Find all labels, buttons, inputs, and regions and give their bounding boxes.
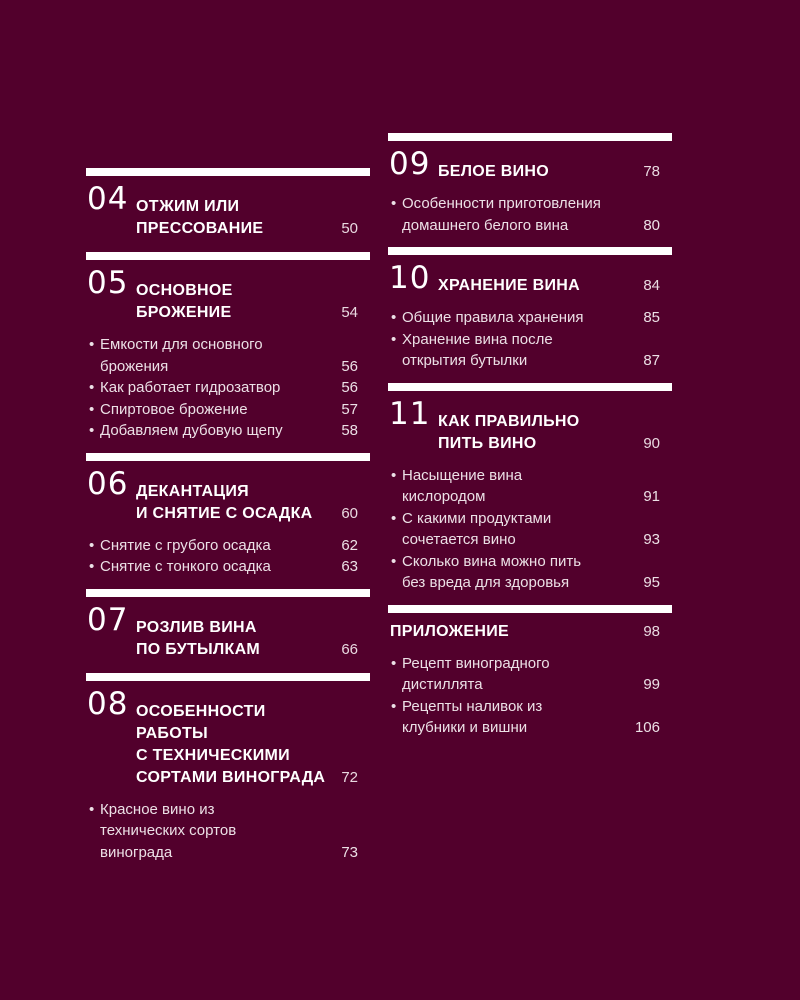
section-page: 78 (643, 163, 660, 180)
section-rule (86, 168, 370, 176)
subsection-list (388, 193, 672, 236)
list-item[interactable] (388, 329, 672, 372)
list-item[interactable] (388, 508, 672, 551)
section-heading[interactable] (388, 613, 672, 643)
list-item[interactable] (388, 551, 672, 594)
item-page: 58 (341, 422, 358, 439)
item-page: 80 (643, 216, 660, 234)
toc-right-column (388, 133, 672, 739)
section-rule (388, 133, 672, 141)
section-page: 54 (341, 304, 358, 321)
subsection-list (86, 334, 370, 442)
item-text: Красное вино из технических сортов винограда (100, 800, 237, 861)
toc-section-06 (86, 453, 370, 578)
section-number: 07 (87, 601, 129, 638)
item-text: Насыщение вина кислородом (402, 466, 523, 505)
list-item[interactable] (86, 556, 370, 578)
toc-left-column (86, 168, 370, 863)
toc-section-05 (86, 252, 370, 442)
toc-section-10 (388, 247, 672, 372)
item-page: 56 (341, 379, 358, 396)
item-text: Хранение вина после открытия бутылки (402, 330, 553, 369)
section-heading[interactable] (388, 141, 672, 183)
item-page: 57 (341, 400, 358, 418)
section-page: 72 (341, 768, 358, 786)
section-title: ОСОБЕННОСТИ РАБОТЫ С ТЕХНИЧЕСКИМИ СОРТАМИ ВИНОГРАДА (136, 702, 326, 786)
toc-section-04 (86, 168, 370, 240)
subsection-list (86, 535, 370, 578)
item-page: 62 (341, 536, 358, 554)
toc-section-09 (388, 133, 672, 236)
section-page: 98 (643, 622, 660, 640)
section-rule (388, 383, 672, 391)
section-title: КАК ПРАВИЛЬНО ПИТЬ ВИНО (438, 412, 580, 452)
item-text: Снятие с тонкого осадка (100, 558, 271, 575)
list-item[interactable] (388, 193, 672, 236)
section-title: ДЕКАНТАЦИЯ И СНЯТИЕ С ОСАДКА (136, 482, 313, 522)
section-number: 06 (87, 465, 129, 502)
item-text: Снятие с грубого осадка (100, 536, 271, 554)
section-number: 10 (389, 260, 431, 296)
section-heading[interactable] (388, 391, 672, 455)
section-heading[interactable] (388, 255, 672, 297)
section-page: 84 (643, 277, 660, 294)
section-page: 90 (643, 434, 660, 452)
item-text: Рецепт виноградного дистиллята (402, 654, 550, 693)
section-title: ПРИЛОЖЕНИЕ (390, 622, 509, 640)
section-page: 66 (341, 640, 358, 658)
item-text: С какими продуктами сочетается вино (402, 509, 552, 548)
item-text: Спиртовое брожение (100, 400, 248, 418)
list-item[interactable] (86, 799, 370, 864)
subsection-list (86, 799, 370, 864)
section-title: БЕЛОЕ ВИНО (438, 163, 550, 180)
section-title: ОТЖИМ ИЛИ ПРЕССОВАНИЕ (136, 198, 264, 237)
section-number: 04 (87, 181, 129, 217)
section-rule (86, 589, 370, 597)
item-page: 93 (643, 531, 660, 548)
list-item[interactable] (388, 653, 672, 696)
item-text: Общие правила хранения (402, 309, 584, 326)
item-text: Как работает гидрозатвор (100, 379, 281, 396)
subsection-list (388, 307, 672, 372)
list-item[interactable] (86, 377, 370, 399)
section-page: 50 (341, 220, 358, 237)
section-rule (86, 252, 370, 260)
section-number: 09 (389, 146, 431, 182)
list-item[interactable] (388, 307, 672, 329)
item-page: 85 (643, 309, 660, 326)
toc-section-08 (86, 673, 370, 864)
list-item[interactable] (388, 465, 672, 508)
section-page: 60 (341, 504, 358, 522)
list-item[interactable] (86, 399, 370, 421)
item-text: Сколько вина можно пить без вреда для здоровья (402, 552, 582, 591)
section-heading[interactable] (86, 597, 370, 661)
item-page: 106 (634, 719, 660, 736)
item-page: 91 (643, 488, 660, 505)
item-page: 56 (341, 357, 358, 375)
section-rule (388, 247, 672, 255)
item-text: Особенности приготовления домашнего белого вина (402, 195, 601, 234)
section-title: РОЗЛИВ ВИНА ПО БУТЫЛКАМ (136, 618, 261, 658)
item-text: Емкости для основного брожения (100, 336, 263, 375)
item-page: 63 (341, 558, 358, 575)
list-item[interactable] (86, 420, 370, 442)
section-rule (86, 453, 370, 461)
list-item[interactable] (86, 334, 370, 377)
item-page: 99 (643, 676, 660, 693)
subsection-list (388, 653, 672, 739)
section-rule (388, 605, 672, 613)
section-number: 08 (87, 685, 129, 722)
item-page: 73 (341, 843, 358, 861)
section-heading[interactable] (86, 681, 370, 789)
item-text: Добавляем дубовую щепу (100, 422, 283, 439)
section-title: ХРАНЕНИЕ ВИНА (438, 277, 580, 294)
list-item[interactable] (86, 535, 370, 557)
section-heading[interactable] (86, 176, 370, 240)
item-page: 87 (643, 352, 660, 369)
section-number: 11 (389, 395, 431, 432)
section-rule (86, 673, 370, 681)
section-number: 05 (87, 265, 129, 301)
item-text: Рецепты наливок из клубники и вишни (402, 697, 543, 736)
section-title: ОСНОВНОЕ БРОЖЕНИЕ (136, 282, 233, 321)
section-heading[interactable] (86, 461, 370, 525)
toc-section-11 (388, 383, 672, 594)
toc-section-07 (86, 589, 370, 661)
item-page: 95 (643, 574, 660, 591)
subsection-list (388, 465, 672, 594)
list-item[interactable] (388, 696, 672, 739)
section-heading[interactable] (86, 260, 370, 324)
toc-section-appendix (388, 605, 672, 739)
